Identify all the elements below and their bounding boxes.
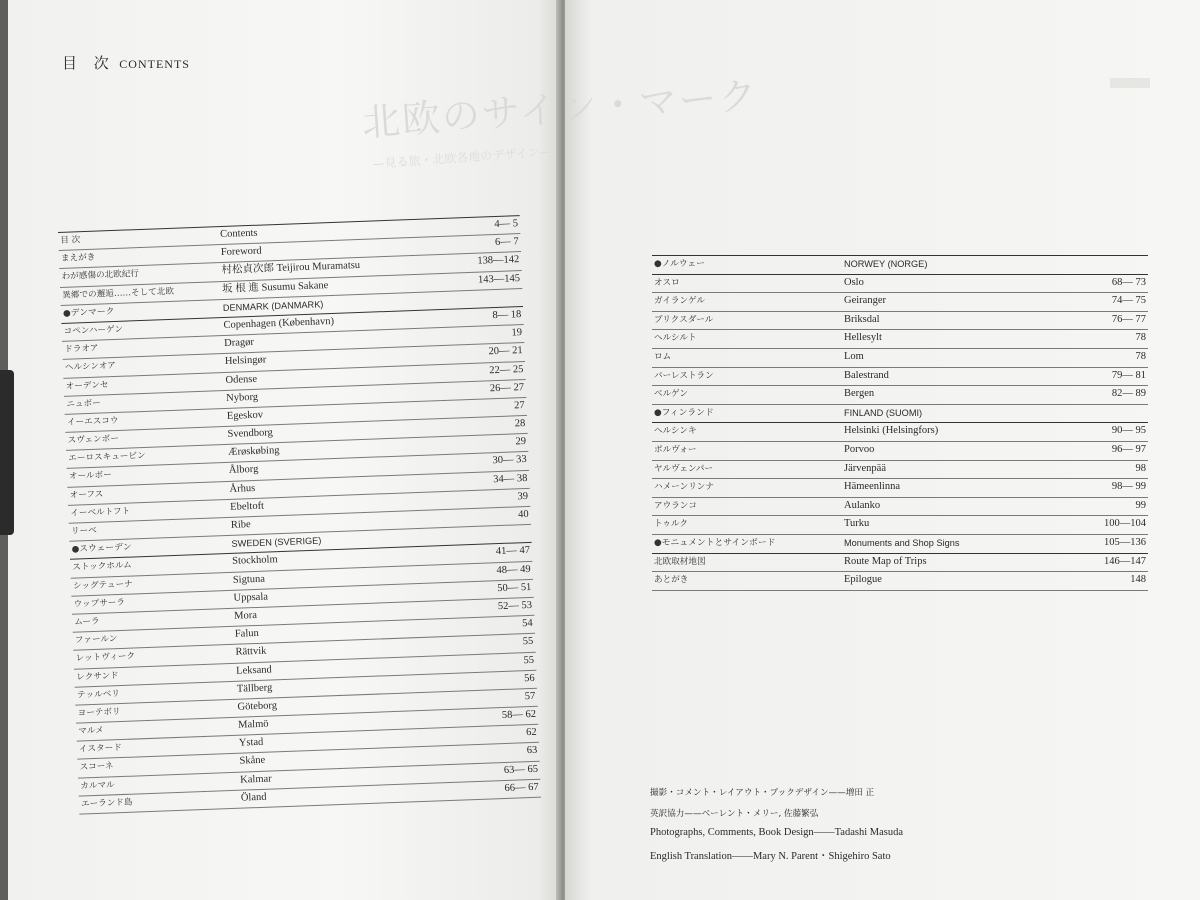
toc-page-range: 98— 99: [1111, 481, 1146, 493]
toc-english-title: Rättvik: [235, 645, 267, 659]
toc-page-range: 143—145: [477, 272, 521, 286]
toc-japanese-title: ●フィンランド: [654, 407, 714, 418]
toc-page-range: 138—142: [477, 254, 520, 268]
credit-photo-jp: 撮影・コメント・レイアウト・ブックデザイン——増田 正: [650, 788, 875, 798]
toc-row: [652, 516, 1148, 535]
toc-english-title: Helsinki (Helsingfors): [844, 425, 939, 437]
toc-japanese-title: コペンハーゲン: [63, 324, 124, 337]
toc-english-title: Helsingør: [224, 354, 267, 368]
credit-translation-jp: 英訳協力——ベーレント・メリー, 佐藤繁弘: [650, 808, 819, 819]
toc-row: [652, 330, 1148, 349]
toc-japanese-title: ニュボー: [66, 398, 101, 410]
toc-section-row: [652, 535, 1148, 554]
toc-english-title: DENMARK (DANMARK): [222, 299, 324, 313]
toc-japanese-title: ハメーンリンナ: [654, 482, 714, 493]
toc-japanese-title: あとがき: [654, 575, 689, 586]
toc-japanese-title: ヨーテボリ: [77, 706, 121, 719]
toc-japanese-title: ドラオア: [64, 343, 99, 355]
toc-japanese-title: ポルヴォー: [654, 444, 697, 455]
toc-english-title: Öland: [240, 791, 267, 804]
toc-row: [652, 386, 1148, 405]
toc-row: [652, 572, 1148, 591]
toc-japanese-title: ベルゲン: [654, 389, 689, 400]
toc-english-title: Nyborg: [225, 391, 259, 404]
toc-section-row: [652, 256, 1148, 275]
toc-row: [652, 368, 1148, 387]
toc-japanese-title: わが感傷の北欧紀行: [61, 269, 140, 283]
toc-japanese-title: ●デンマーク: [62, 306, 115, 319]
toc-page-range: 98: [1135, 462, 1146, 474]
toc-page-range: 54: [521, 617, 533, 630]
toc-page-range: 99: [1135, 499, 1146, 511]
toc-page-range: 27: [513, 399, 525, 412]
contents-heading-jp: 目 次: [62, 54, 115, 72]
toc-page-range: 41— 47: [495, 545, 531, 558]
toc-japanese-title: ムーラ: [74, 616, 100, 628]
toc-page-range: 50— 51: [497, 581, 532, 594]
toc-page-range: 20— 21: [488, 345, 523, 358]
toc-row: [652, 275, 1148, 294]
toc-english-title: Foreword: [220, 245, 262, 259]
toc-english-title: Skåne: [239, 755, 266, 768]
toc-japanese-title: ●スウェーデン: [71, 542, 132, 555]
toc-japanese-title: ●ノルウェー: [654, 259, 705, 269]
toc-english-title: Monuments and Shop Signs: [844, 537, 960, 548]
toc-japanese-title: ファールン: [74, 634, 118, 646]
toc-row: [652, 498, 1148, 517]
credits: [650, 786, 903, 868]
toc-japanese-title: エーロスキュービン: [68, 451, 146, 465]
toc-japanese-title: ヤルヴェンパー: [654, 463, 714, 474]
toc-page-range: 26— 27: [489, 381, 525, 394]
toc-page-range: 78: [1135, 350, 1146, 362]
toc-english-title: Lom: [844, 350, 864, 362]
contents-table-right: [652, 255, 1148, 591]
toc-page-range: 62: [525, 727, 537, 739]
toc-japanese-title: オーデンセ: [65, 379, 109, 392]
toc-english-title: Route Map of Trips: [844, 555, 927, 567]
toc-japanese-title: スコーネ: [79, 761, 114, 774]
toc-page-range: 79— 81: [1111, 369, 1146, 381]
toc-english-title: 坂 根 進 Susumu Sakane: [222, 279, 329, 295]
toc-page-range: 76— 77: [1111, 313, 1146, 325]
toc-japanese-title: エーランド島: [80, 797, 133, 810]
toc-page-range: 48— 49: [496, 563, 531, 576]
toc-japanese-title: アウランコ: [654, 500, 697, 511]
toc-english-title: Contents: [220, 227, 258, 241]
toc-japanese-title: ストックホルム: [72, 560, 133, 574]
toc-english-title: Odense: [225, 373, 258, 386]
toc-page-range: 30— 33: [492, 454, 527, 467]
toc-english-title: Uppsala: [233, 591, 269, 604]
toc-page-range: 63: [526, 745, 538, 757]
toc-japanese-title: ヘルシンキ: [654, 426, 697, 437]
toc-english-title: SWEDEN (SVERIGE): [231, 535, 322, 550]
toc-english-title: Sigtuna: [232, 573, 266, 586]
show-through-subtitle: —見る旅・北欧各地のデザイン—: [372, 144, 552, 171]
toc-english-title: Göteborg: [237, 700, 278, 713]
toc-english-title: Turku: [844, 518, 870, 530]
toc-japanese-title: レクサンド: [76, 670, 119, 683]
toc-japanese-title: ウップサーラ: [73, 597, 126, 610]
toc-english-title: Mora: [233, 609, 258, 622]
toc-page-range: 22— 25: [489, 363, 524, 376]
toc-english-title: Epilogue: [844, 574, 882, 586]
toc-section-row: [652, 405, 1148, 424]
toc-page-range: 100—104: [1104, 518, 1146, 530]
credit-translation-en: English Translation——Mary N. Parent・Shigehiro Sato: [650, 850, 891, 862]
toc-english-title: Bergen: [844, 388, 875, 400]
toc-japanese-title: オールボー: [68, 470, 112, 483]
toc-english-title: Geiranger: [844, 295, 886, 307]
toc-japanese-title: レットヴィーク: [75, 651, 136, 664]
toc-page-range: 148: [1130, 574, 1146, 586]
toc-row: [652, 349, 1148, 368]
toc-page-range: 82— 89: [1111, 388, 1146, 400]
toc-page-range: 90— 95: [1111, 425, 1146, 437]
toc-japanese-title: まえがき: [60, 252, 96, 265]
toc-japanese-title: オーフス: [69, 489, 104, 501]
toc-japanese-title: ヘルシルト: [654, 333, 697, 344]
toc-page-range: 4— 5: [494, 218, 519, 231]
toc-page-range: 19: [511, 327, 523, 339]
toc-english-title: Falun: [234, 628, 259, 640]
toc-japanese-title: オスロ: [654, 277, 680, 288]
toc-page-range: 78: [1135, 332, 1146, 344]
toc-page-range: 8— 18: [492, 309, 522, 322]
toc-page-range: 52— 53: [497, 599, 533, 613]
toc-page-range: 29: [515, 436, 527, 448]
toc-page-range: 39: [517, 490, 529, 503]
toc-english-title: Kalmar: [239, 773, 272, 786]
toc-english-title: Hellesylt: [844, 332, 882, 344]
toc-japanese-title: リーベ: [70, 525, 97, 537]
toc-english-title: Copenhagen (København): [223, 315, 335, 331]
toc-page-range: 34— 38: [493, 472, 528, 485]
toc-page-range: 56: [523, 672, 535, 684]
toc-row: [652, 461, 1148, 480]
toc-japanese-title: 目 次: [60, 235, 81, 246]
toc-japanese-title: テッルベリ: [76, 688, 121, 701]
toc-japanese-title: バーレストラン: [654, 370, 714, 381]
toc-row: [652, 423, 1148, 442]
contents-heading: [62, 52, 190, 73]
page-clip: [0, 370, 14, 535]
toc-english-title: Ebeltoft: [229, 500, 265, 513]
toc-japanese-title: カルマル: [80, 779, 115, 792]
toc-page-range: 66— 67: [504, 781, 539, 794]
toc-english-title: Århus: [229, 482, 256, 495]
toc-english-title: Dragør: [223, 337, 255, 350]
toc-page-range: 74— 75: [1111, 295, 1146, 307]
toc-page-range: 40: [517, 508, 529, 521]
toc-row: [652, 293, 1148, 312]
toc-japanese-title: イーエスコウ: [66, 415, 119, 428]
toc-page-range: 55: [523, 654, 535, 666]
toc-english-title: Malmö: [237, 718, 269, 731]
toc-english-title: NORWEY (NORGE): [844, 259, 928, 269]
toc-japanese-title: ●モニュメントとサインボード: [654, 537, 776, 548]
toc-page-range: 55: [522, 636, 534, 648]
toc-japanese-title: 異郷での邂逅……そして北欧: [62, 286, 175, 301]
toc-page-range: 6— 7: [494, 236, 519, 249]
toc-english-title: Oslo: [844, 276, 864, 288]
contents-heading-en: CONTENTS: [119, 57, 190, 71]
toc-japanese-title: トゥルク: [654, 519, 688, 530]
toc-page-range: 96— 97: [1111, 443, 1146, 455]
toc-japanese-title: イーベルトフト: [70, 506, 131, 519]
toc-english-title: Balestrand: [844, 369, 889, 381]
toc-english-title: 村松貞次郎 Teijirou Muramatsu: [221, 260, 361, 277]
contents-table-left: [58, 215, 541, 815]
toc-row: [652, 479, 1148, 498]
toc-row: [652, 554, 1148, 573]
toc-japanese-title: ヘルシンオア: [64, 361, 117, 374]
toc-page-range: 68— 73: [1111, 276, 1146, 288]
toc-row: [652, 442, 1148, 461]
toc-japanese-title: ブリクスダール: [654, 314, 714, 325]
show-through-title: 北欧のサイン・マーク: [360, 73, 761, 145]
toc-japanese-title: マルメ: [78, 725, 105, 737]
toc-japanese-title: スヴェンボー: [67, 433, 120, 446]
toc-english-title: Ålborg: [228, 464, 259, 477]
toc-english-title: Ystad: [238, 737, 264, 749]
toc-page-range: 63— 65: [503, 763, 539, 776]
credit-photo-en: Photographs, Comments, Book Design——Tadashi Masuda: [650, 827, 903, 838]
toc-page-range: 58— 62: [501, 708, 537, 722]
toc-page-range: 146—147: [1104, 555, 1146, 567]
toc-english-title: Svendborg: [227, 427, 274, 440]
toc-english-title: Leksand: [235, 663, 272, 677]
show-through-mark: [1110, 78, 1150, 88]
toc-english-title: Stockholm: [231, 554, 278, 568]
toc-page-range: 57: [524, 690, 536, 703]
toc-japanese-title: 北欧取材地図: [654, 556, 706, 567]
toc-english-title: FINLAND (SUOMI): [844, 407, 923, 418]
toc-english-title: Hämeenlinna: [844, 481, 900, 493]
toc-page-range: 28: [514, 418, 526, 430]
toc-row: [652, 312, 1148, 331]
toc-english-title: Tällberg: [236, 682, 273, 695]
toc-japanese-title: イスタード: [78, 743, 123, 755]
toc-english-title: Aulanko: [844, 499, 881, 511]
toc-english-title: Ribe: [230, 519, 251, 531]
toc-english-title: Porvoo: [844, 443, 875, 455]
toc-english-title: Järvenpää: [844, 462, 886, 474]
toc-japanese-title: シッグテューナ: [72, 579, 133, 592]
toc-english-title: Briksdal: [844, 313, 880, 325]
toc-english-title: Ærøskøbing: [227, 445, 280, 459]
toc-japanese-title: ロム: [654, 351, 672, 362]
toc-page-range: 105—136: [1104, 536, 1146, 548]
toc-english-title: Egeskov: [226, 409, 264, 422]
toc-japanese-title: ガイランゲル: [654, 296, 705, 307]
